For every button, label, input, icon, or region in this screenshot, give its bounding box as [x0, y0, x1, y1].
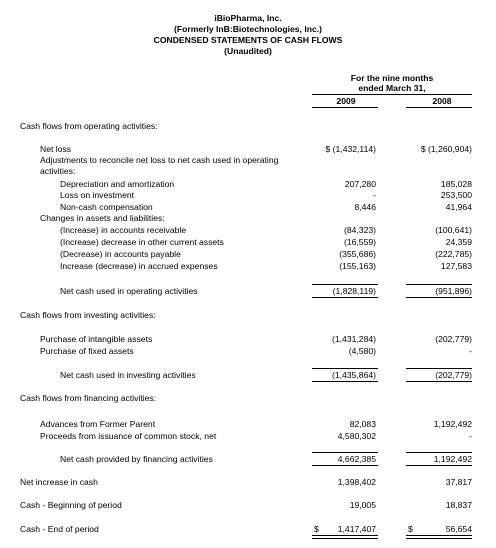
- adjustments-label-2: activities:: [40, 166, 76, 176]
- statement-title: CONDENSED STATEMENTS OF CASH FLOWS: [153, 35, 343, 45]
- receivable-2009: (84,323): [343, 225, 376, 235]
- ending-cash-2008: 56,654: [445, 524, 472, 534]
- beginning-cash-label: Cash - Beginning of period: [20, 500, 122, 510]
- investing-total-rule-2008: [406, 381, 472, 382]
- ending-cash-label: Cash - End of period: [20, 524, 99, 534]
- investing-subtotal-rule-2008: [406, 368, 472, 369]
- accrued-2009: (155,163): [339, 261, 376, 271]
- investing-subtotal-rule-2009: [312, 368, 378, 369]
- operating-total-rule-2009: [312, 297, 378, 298]
- other-current-2009: (16,559): [343, 237, 376, 247]
- advances-2009: 82,083: [349, 419, 376, 429]
- beginning-cash-2009: 19,005: [349, 500, 376, 510]
- depreciation-2009: 207,280: [344, 179, 376, 189]
- financing-net-2009: 4,662,385: [337, 454, 376, 464]
- year-2009-header: 2009: [336, 96, 356, 106]
- year-2009-underline: [312, 107, 378, 108]
- proceeds-2008: -: [469, 431, 472, 441]
- ending-cash-dollar-2008: $: [408, 524, 413, 534]
- loss-investment-2008: 253,500: [440, 190, 472, 200]
- period-underline: [312, 94, 472, 95]
- receivable-label: (Increase) in accounts receivable: [60, 225, 187, 235]
- noncash-comp-2009: 8,446: [354, 202, 376, 212]
- financing-total-rule-2008: [406, 465, 472, 466]
- changes-label: Changes in assets and liabilities:: [40, 213, 165, 223]
- investing-total-rule-2009: [312, 381, 378, 382]
- operating-subtotal-rule-2008: [406, 284, 472, 285]
- depreciation-label: Depreciation and amortization: [60, 179, 175, 189]
- financing-net-2008: 1,192,492: [433, 454, 472, 464]
- net-loss-label: Net loss: [40, 144, 72, 154]
- fixed-assets-2008: -: [469, 346, 472, 356]
- other-current-label: (Increase) decrease in other current assets: [60, 237, 224, 247]
- payable-2009: (355,686): [339, 249, 376, 259]
- net-increase-2008: 37,817: [445, 477, 472, 487]
- company-name: iBioPharma, Inc.: [214, 13, 282, 23]
- beginning-cash-2008: 18,837: [445, 500, 472, 510]
- operating-net-2008: (951,896): [435, 286, 472, 296]
- net-loss-2008: $ (1,260,904): [420, 144, 472, 154]
- ending-double-rule-2008: [406, 535, 472, 539]
- proceeds-label: Proceeds from issuance of common stock, net: [40, 431, 217, 441]
- financing-net-label: Net cash provided by financing activities: [60, 454, 213, 464]
- intangible-2008: (202,779): [435, 334, 472, 344]
- fixed-assets-label: Purchase of fixed assets: [40, 346, 134, 356]
- advances-label: Advances from Former Parent: [40, 419, 156, 429]
- accrued-label: Increase (decrease) in accrued expenses: [60, 261, 218, 271]
- proceeds-2009: 4,580,302: [337, 431, 376, 441]
- net-increase-2009: 1,398,402: [337, 477, 376, 487]
- operating-net-2009: (1,828,119): [332, 286, 376, 296]
- noncash-comp-label: Non-cash compensation: [60, 202, 153, 212]
- loss-investment-label: Loss on investment: [60, 190, 135, 200]
- net-loss-2009: $ (1,432,114): [325, 144, 376, 154]
- advances-2008: 1,192,492: [433, 419, 472, 429]
- unaudited-label: (Unaudited): [224, 46, 272, 56]
- former-name: (Formerly InB:Biotechnologies, Inc.): [173, 24, 322, 34]
- ending-double-rule-2009: [312, 535, 378, 539]
- financing-subtotal-rule-2008: [406, 452, 472, 453]
- intangible-label: Purchase of intangible assets: [40, 334, 153, 344]
- ending-cash-dollar-2009: $: [314, 524, 319, 534]
- operating-total-rule-2008: [406, 297, 472, 298]
- intangible-2009: (1,431,284): [332, 334, 376, 344]
- adjustments-label-1: Adjustments to reconcile net loss to net cash used in operating: [40, 155, 279, 165]
- operating-subtotal-rule-2009: [312, 284, 378, 285]
- operating-net-label: Net cash used in operating activities: [60, 286, 198, 296]
- noncash-comp-2008: 41,964: [445, 202, 472, 212]
- year-2008-underline: [406, 107, 472, 108]
- investing-heading: Cash flows from investing activities:: [20, 310, 156, 320]
- ending-cash-2009: 1,417,407: [337, 524, 376, 534]
- receivable-2008: (100,641): [435, 225, 472, 235]
- period-line-1: For the nine months: [350, 73, 434, 83]
- payable-2008: (222,785): [435, 249, 472, 259]
- investing-net-label: Net cash used in investing activities: [60, 370, 196, 380]
- loss-investment-2009: -: [373, 190, 376, 200]
- accrued-2008: 127,583: [440, 261, 472, 271]
- net-increase-label: Net increase in cash: [20, 477, 98, 487]
- investing-net-2009: (1,435,864): [332, 370, 376, 380]
- period-line-2: ended March 31,: [358, 83, 426, 93]
- financing-subtotal-rule-2009: [312, 452, 378, 453]
- financing-heading: Cash flows from financing activities:: [20, 393, 157, 403]
- other-current-2008: 24,359: [445, 237, 472, 247]
- depreciation-2008: 185,028: [440, 179, 472, 189]
- operating-heading: Cash flows from operating activities:: [20, 121, 158, 131]
- financing-total-rule-2009: [312, 465, 378, 466]
- year-2008-header: 2008: [432, 96, 452, 106]
- payable-label: (Decrease) in accounts payable: [60, 249, 181, 259]
- investing-net-2008: (202,779): [435, 370, 472, 380]
- fixed-assets-2009: (4,580): [348, 346, 376, 356]
